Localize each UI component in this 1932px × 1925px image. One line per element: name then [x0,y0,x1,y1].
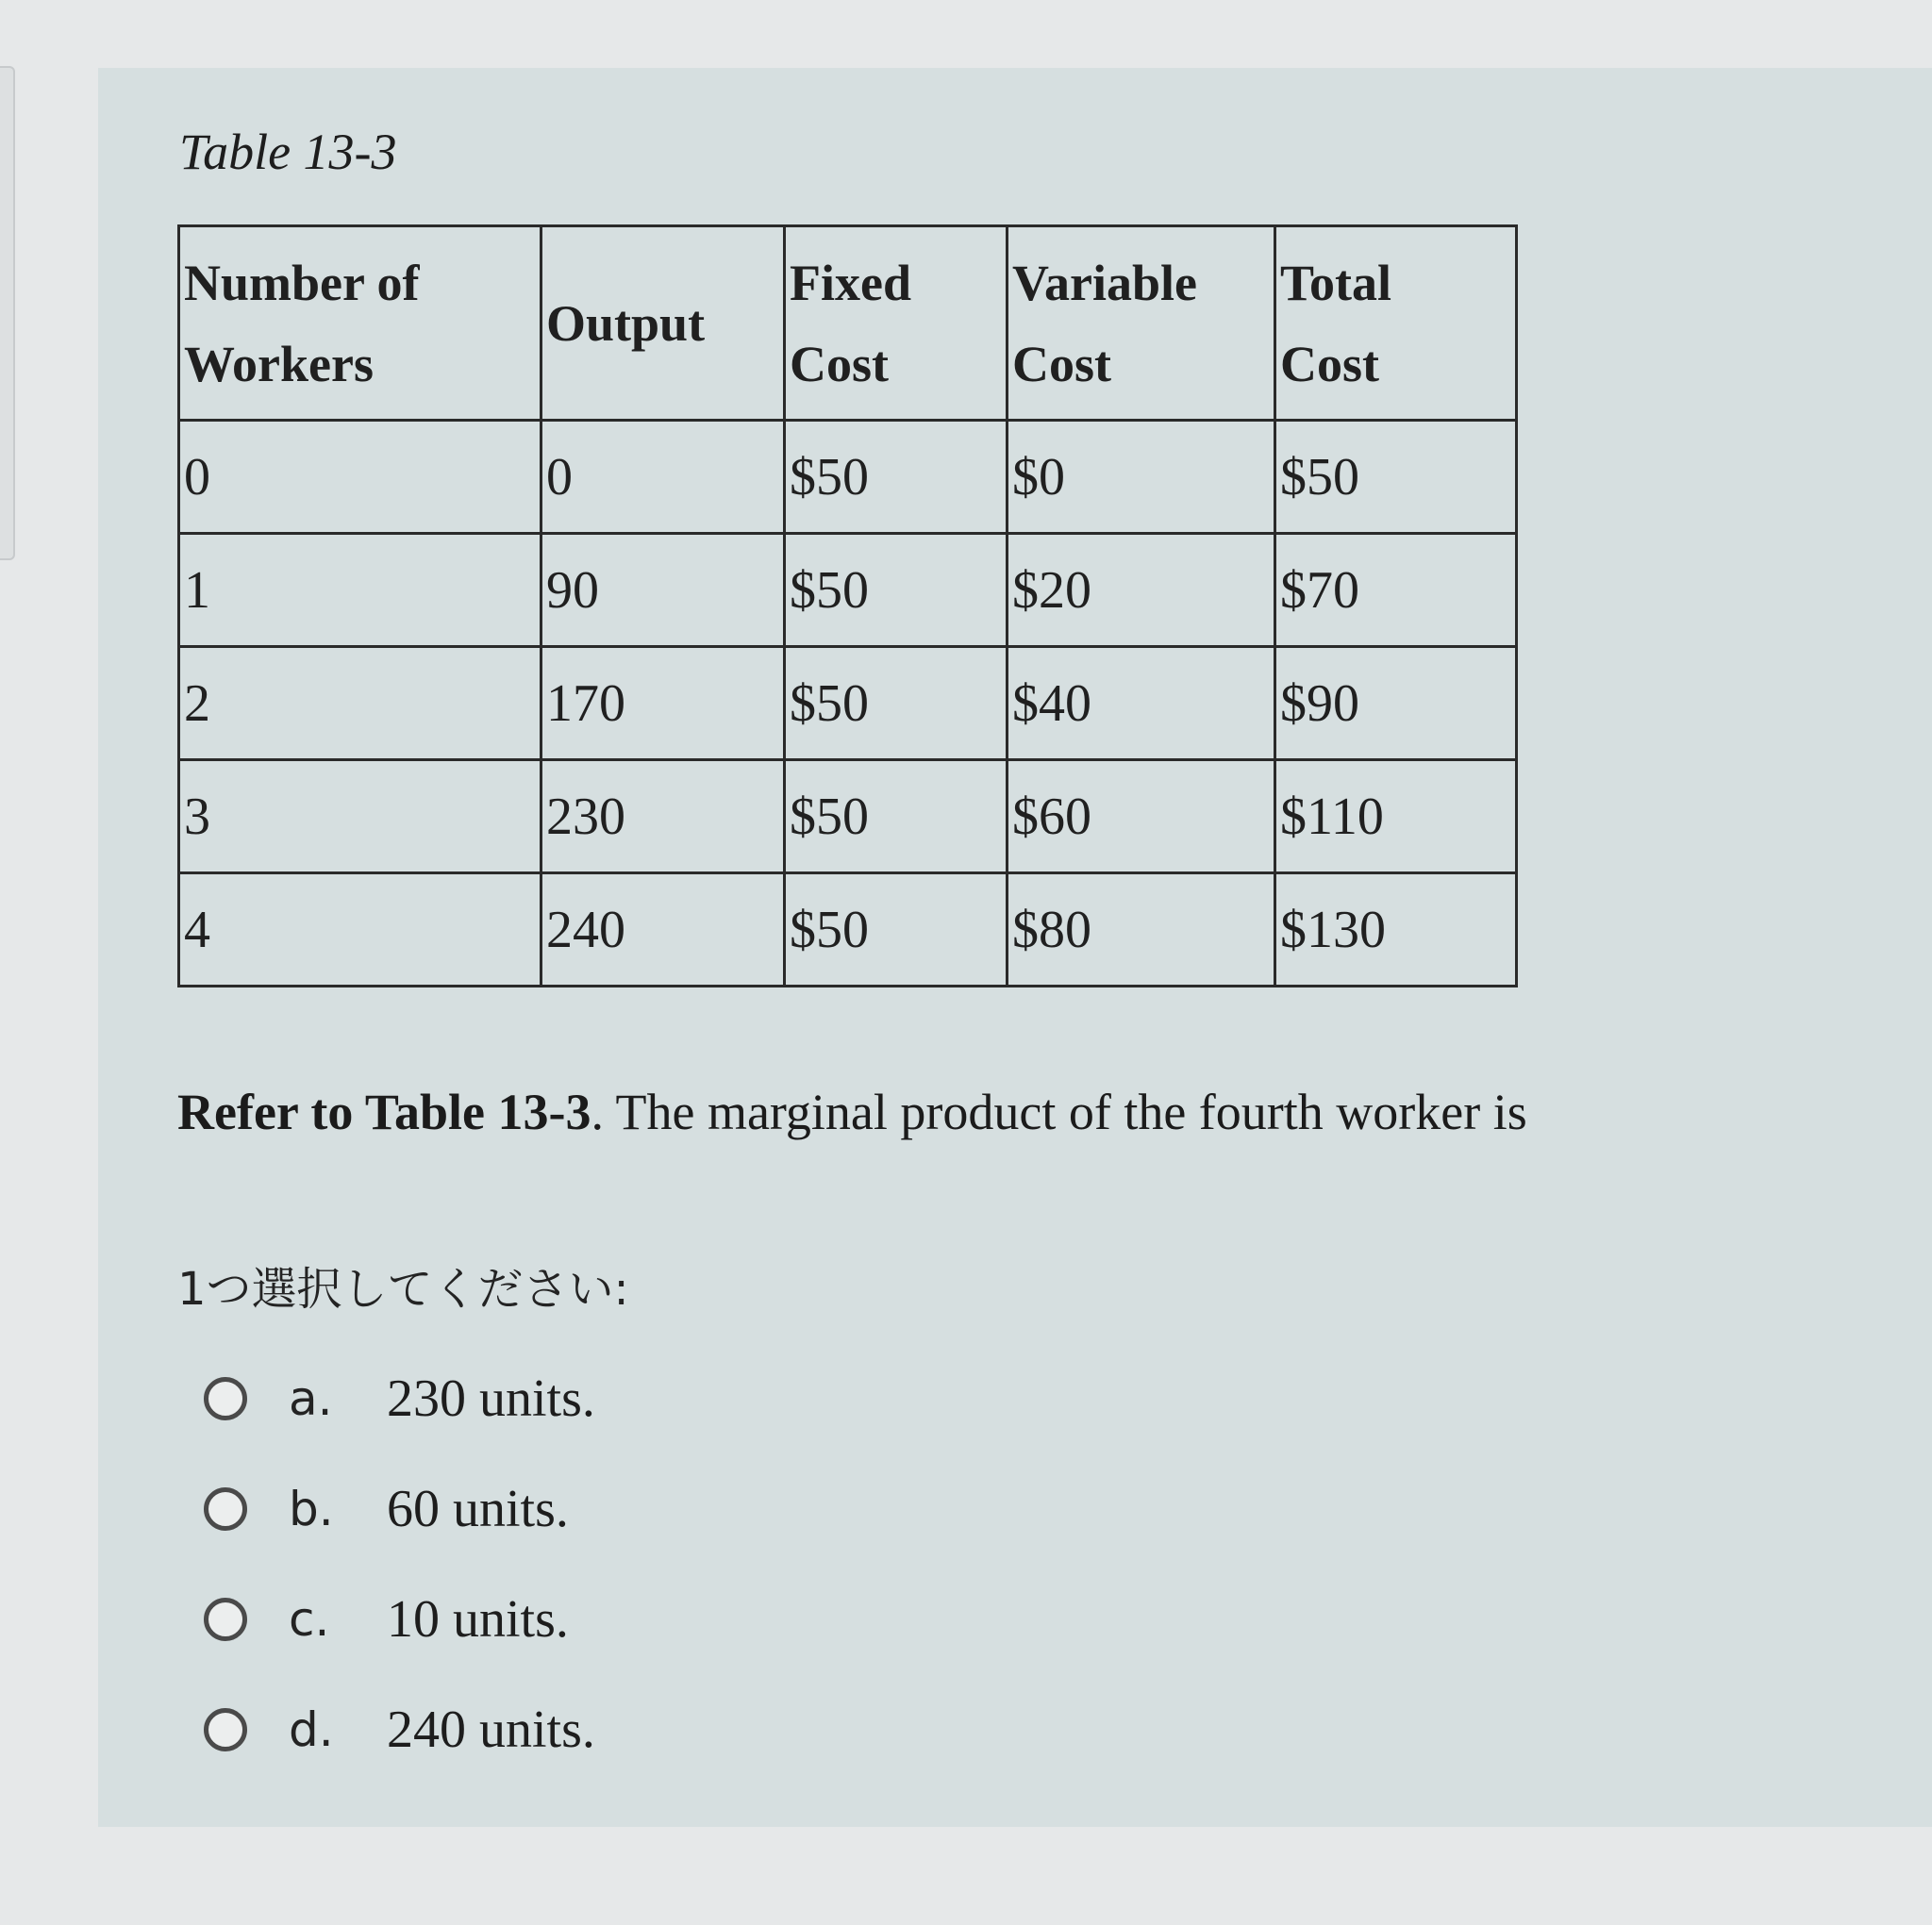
cell-workers: 1 [179,534,541,647]
cell-output: 230 [541,760,785,873]
question-reference: Refer to Table 13-3 [177,1084,591,1140]
cell-variable-cost: $60 [1008,760,1275,873]
cell-variable-cost: $40 [1008,647,1275,760]
table-row [179,534,1517,647]
left-sidebar-edge [0,66,15,560]
table-row [179,421,1517,534]
table-row [179,647,1517,760]
option-letter: d. [289,1701,334,1757]
cell-workers: 2 [179,647,541,760]
option-text: 10 units. [387,1589,569,1649]
cell-fixed-cost: $50 [785,647,1008,760]
cell-workers: 4 [179,873,541,987]
table-row [179,873,1517,987]
option-letter: a. [289,1370,333,1426]
header-output: Output [541,226,785,421]
question-text [177,1083,1527,1141]
cell-variable-cost: $80 [1008,873,1275,987]
cell-output: 0 [541,421,785,534]
header-workers: Number of Workers [179,226,541,421]
option-text: 230 units. [387,1369,595,1428]
option-letter: c. [289,1591,330,1647]
header-total-cost: Total Cost [1275,226,1517,421]
cell-total-cost: $50 [1275,421,1517,534]
cell-output: 240 [541,873,785,987]
option-d[interactable] [204,1674,595,1784]
cell-variable-cost: $0 [1008,421,1275,534]
question-body: . The marginal product of the fourth worker is [591,1084,1527,1140]
cell-workers: 0 [179,421,541,534]
table-row [179,760,1517,873]
cell-variable-cost: $20 [1008,534,1275,647]
option-c[interactable] [204,1564,595,1674]
radio-button-d[interactable] [204,1708,247,1751]
cell-fixed-cost: $50 [785,873,1008,987]
table-header-row [179,226,1517,421]
cell-fixed-cost: $50 [785,421,1008,534]
cell-total-cost: $70 [1275,534,1517,647]
cell-output: 170 [541,647,785,760]
cell-workers: 3 [179,760,541,873]
cell-fixed-cost: $50 [785,534,1008,647]
cell-total-cost: $130 [1275,873,1517,987]
table-title: Table 13-3 [179,124,397,180]
option-letter: b. [289,1481,334,1536]
option-text: 60 units. [387,1479,569,1538]
answer-options [204,1343,595,1784]
cell-fixed-cost: $50 [785,760,1008,873]
cell-total-cost: $90 [1275,647,1517,760]
cost-table [177,224,1518,987]
option-text: 240 units. [387,1700,595,1759]
header-fixed-cost: Fixed Cost [785,226,1008,421]
option-a[interactable] [204,1343,595,1453]
cell-output: 90 [541,534,785,647]
option-b[interactable] [204,1453,595,1564]
select-one-instruction: 1つ選択してください: [177,1263,629,1316]
radio-button-a[interactable] [204,1377,247,1420]
radio-button-c[interactable] [204,1598,247,1641]
cell-total-cost: $110 [1275,760,1517,873]
header-variable-cost: Variable Cost [1008,226,1275,421]
radio-button-b[interactable] [204,1487,247,1531]
